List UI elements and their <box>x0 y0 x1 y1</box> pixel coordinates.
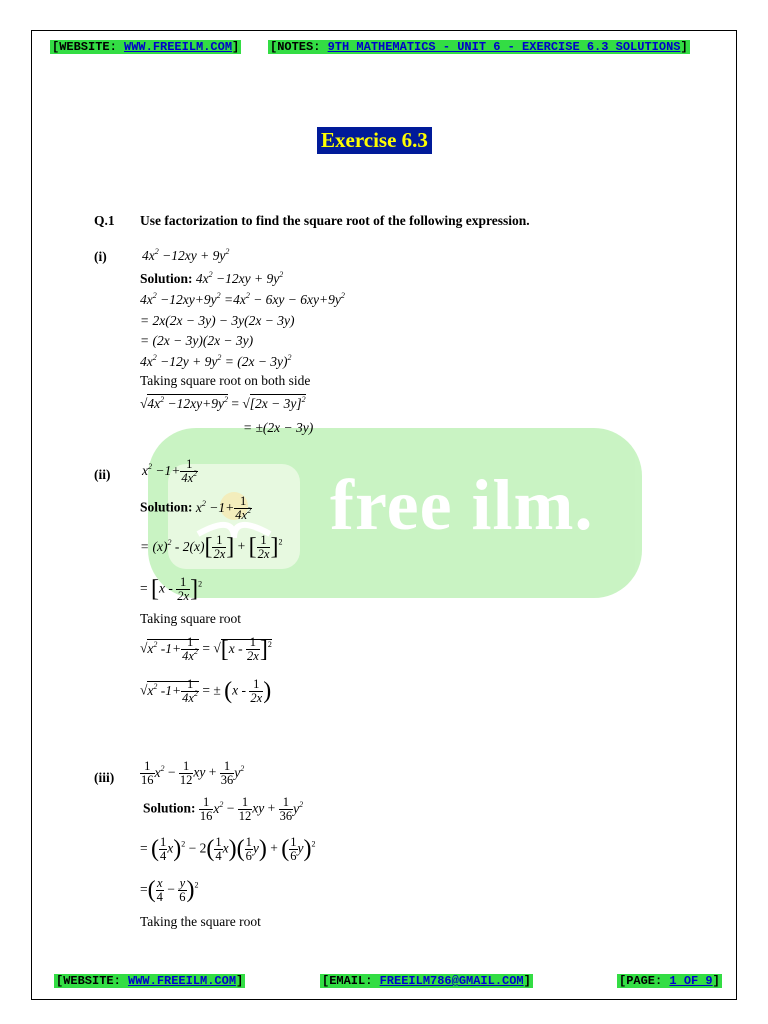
part-i-step-2: = 2x(2x − 3y) − 3y(2x − 3y) <box>140 313 295 328</box>
footer-email-link[interactable]: FREEILM786@GMAIL.COM <box>379 974 524 988</box>
watermark-text: free ilm. <box>330 465 594 545</box>
part-i-taking-root: Taking square root on both side <box>140 373 311 388</box>
part-ii-taking-root: Taking square root <box>140 611 242 626</box>
part-i-step-4: $4x^2 -12y + 9y^2 = (2x - 3y)^2$ <box>140 353 292 369</box>
part-i-result: = ±(2x − 3y) <box>243 420 314 435</box>
part-i-step-3: = (2x − 3y)(2x − 3y) <box>140 333 254 348</box>
part-iii-label: (iii) <box>94 770 115 785</box>
header-notes-link[interactable]: 9TH MATHEMATICS - UNIT 6 - EXERCISE 6.3 SOLUTIONS <box>327 40 681 54</box>
header-notes-tag: [NOTES: 9TH MATHEMATICS - UNIT 6 - EXERCISE 6.3 SOLUTIONS] <box>270 40 688 54</box>
footer-email-tag: [EMAIL: FREEILM786@GMAIL.COM] <box>322 974 531 988</box>
header-website-link[interactable]: WWW.FREEILM.COM <box>124 40 233 54</box>
part-iii-taking-root: Taking the square root <box>140 914 261 929</box>
part-i-step-1: $4x^2 -12xy+9y^2 =4x^2 - 6xy - 6xy+9y^2$ <box>140 291 345 307</box>
part-i-root-equation: $√4x^2 -12xy+9y^2 = √[2x - 3y]^2$ <box>140 395 306 411</box>
part-iii-solution: Solution: $\frac{1}{16}$ $x^2$ − $\frac{1}{12}$ xy + $\frac{1}{36}$ $y^2$ <box>143 795 304 823</box>
part-i-solution: Solution: $4x^2 -12xy + 9y^2$ <box>140 270 284 286</box>
footer-page-link[interactable]: 1 OF 9 <box>669 974 713 988</box>
part-ii-result: $√x^2$ -1+ $\frac{1}{4x^2}$ = ± (x - $\frac{1}{2x}$ ) <box>140 677 272 705</box>
footer-website-link[interactable]: WWW.FREEILM.COM <box>128 974 237 988</box>
part-ii-expression: $x^2 -1+$ $\frac{1}{4x^2}$ <box>142 457 198 485</box>
footer-website-tag: [WEBSITE: WWW.FREEILM.COM] <box>56 974 244 988</box>
part-iii-expression: $\frac{1}{16}$ $x^2$ − $\frac{1}{12}$ xy + $\frac{1}{36}$ $y^2$ <box>141 759 245 787</box>
part-ii-solution: Solution: $x^2 -1+$ $\frac{1}{4x^2}$ <box>140 494 252 522</box>
part-ii-label: (ii) <box>94 467 111 482</box>
footer-page-tag: [PAGE: 1 OF 9] <box>619 974 720 988</box>
part-iii-step-2: =( $\frac{x}{4}$ − $\frac{y}{6}$ )$^2$ <box>140 876 199 904</box>
header-website-tag: [WEBSITE: WWW.FREEILM.COM] <box>52 40 240 54</box>
part-ii-root-equation: $√x^2$ -1+ $\frac{1}{4x^2}$ = √[x - $\frac{1}{2x}$ ]$^2$ <box>140 635 272 663</box>
part-ii-step-1: = $(x)^2 - 2(x)$[ $\frac{1}{2x}$ ] + [ $\frac{1}{2x}$ ]$^2$ <box>140 533 283 561</box>
question-number: Q.1 <box>94 213 115 228</box>
question-text: Use factorization to find the square root of the following expression. <box>140 213 530 228</box>
part-ii-step-2: = [x - $\frac{1}{2x}$ ]$^2$ <box>140 575 203 603</box>
page-title: Exercise 6.3 <box>317 127 432 154</box>
part-iii-step-1: = ( $\frac{1}{4}$ x)$^2$ − 2( $\frac{1}{4}$ x)( $\frac{1}{6}$ y) + ( $\frac{1}{6}$ y)$^2$ <box>140 835 316 863</box>
part-i-expression: $4x^2 -12xy + 9y^2$ <box>142 247 230 263</box>
part-i-label: (i) <box>94 249 107 264</box>
